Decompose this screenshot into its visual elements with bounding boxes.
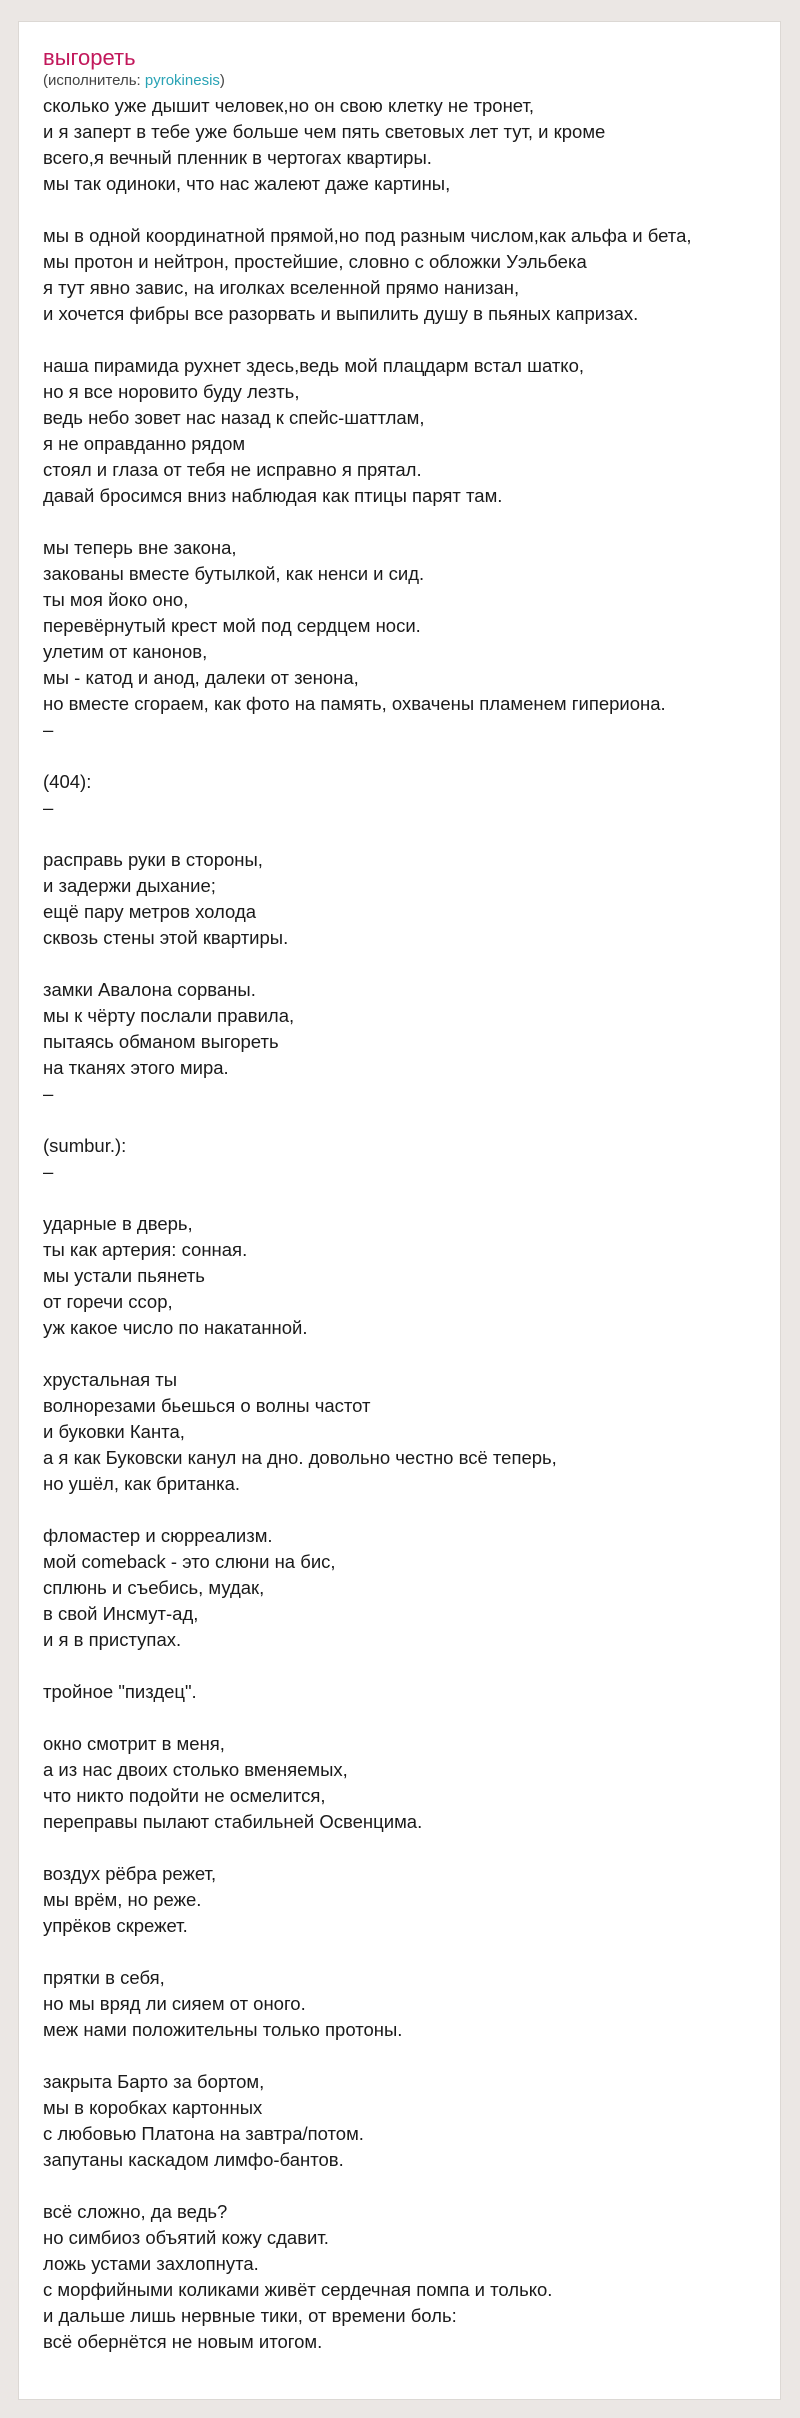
lyric-line: я тут явно завис, на иголках вселенной прямо нанизан, [43,277,520,298]
lyric-line: в свой Инсмут-ад, [43,1603,199,1624]
lyric-line: ударные в дверь, [43,1213,193,1234]
lyric-line: с морфийными коликами живёт сердечная помпа и только. [43,2279,553,2300]
lyric-line: всего,я вечный пленник в чертогах квартиры. [43,147,432,168]
lyric-line: ты как артерия: сонная. [43,1239,248,1260]
lyric-line: закрыта Барто за бортом, [43,2071,265,2092]
lyric-line: но вместе сгораем, как фото на память, охвачены пламенем гипериона. [43,693,666,714]
lyric-line: мы в коробках картонных [43,2097,263,2118]
lyric-line: – [43,1083,54,1104]
lyric-line: волнорезами бьешься о волны частот [43,1395,371,1416]
lyric-line: мой comeback - это слюни на бис, [43,1551,336,1572]
lyric-line: мы врём, но реже. [43,1889,202,1910]
lyric-line: замки Авалона сорваны. [43,979,256,1000]
lyric-line: сквозь стены этой квартиры. [43,927,289,948]
lyric-line: мы протон и нейтрон, простейшие, словно с обложки Уэльбека [43,251,587,272]
lyric-line: но я все норовито буду лезть, [43,381,300,402]
performer-line [43,72,763,90]
lyric-line: и дальше лишь нервные тики, от времени боль: [43,2305,457,2326]
blank-line [43,2043,763,2069]
lyric-line: мы - катод и анод, далеки от зенона, [43,667,359,688]
lyric-line: сколько уже дышит человек,но он свою клетку не тронет, [43,95,535,116]
lyric-line: закованы вместе бутылкой, как ненси и сид. [43,563,425,584]
blank-line [43,1653,763,1679]
lyric-line: мы к чёрту послали правила, [43,1005,295,1026]
lyric-line: расправь руки в стороны, [43,849,263,870]
blank-line [43,1185,763,1211]
lyric-line: и я в приступах. [43,1629,182,1650]
lyric-line: ещё пару метров холода [43,901,257,922]
lyric-line: всё сложно, да ведь? [43,2201,228,2222]
lyric-line: меж нами положительны только протоны. [43,2019,403,2040]
lyric-line: с любовью Платона на завтра/потом. [43,2123,364,2144]
lyric-line: ведь небо зовет нас назад к спейс-шаттлам, [43,407,425,428]
lyric-line: уж какое число по накатанной. [43,1317,308,1338]
lyric-line: – [43,797,54,818]
blank-line [43,951,763,977]
lyric-line: я не оправданно рядом [43,433,246,454]
blank-line [43,1705,763,1731]
lyric-line: мы теперь вне закона, [43,537,237,558]
blank-line [43,821,763,847]
lyric-line: но симбиоз объятий кожу сдавит. [43,2227,329,2248]
lyric-line: пытаясь обманом выгореть [43,1031,279,1052]
lyrics-page [18,21,781,2400]
lyric-line: запутаны каскадом лимфо-бантов. [43,2149,344,2170]
lyric-line: (sumbur.): [43,1135,127,1156]
blank-line [43,509,763,535]
lyric-line: улетим от канонов, [43,641,208,662]
lyric-line: на тканях этого мира. [43,1057,229,1078]
lyric-line: тройное "пиздец". [43,1681,197,1702]
lyric-line: сплюнь и съебись, мудак, [43,1577,265,1598]
blank-line [43,2173,763,2199]
lyric-line: а я как Буковски канул на дно. довольно честно всё теперь, [43,1447,557,1468]
lyric-line: мы так одиноки, что нас жалеют даже картины, [43,173,451,194]
lyric-line: но мы вряд ли сияем от оного. [43,1993,306,2014]
blank-line [43,327,763,353]
lyrics-text [43,93,763,2355]
lyric-line: наша пирамида рухнет здесь,ведь мой плацдарм встал шатко, [43,355,585,376]
lyric-line: от горечи ссор, [43,1291,173,1312]
lyric-line: ты моя йоко оно, [43,589,189,610]
lyric-line: окно смотрит в меня, [43,1733,225,1754]
lyric-line: стоял и глаза от тебя не исправно я прятал. [43,459,422,480]
lyric-line: и хочется фибры все разорвать и выпилить душу в пьяных капризах. [43,303,639,324]
lyric-line: и задержи дыхание; [43,875,216,896]
performer-close: ) [219,72,225,89]
lyric-line: мы устали пьянеть [43,1265,205,1286]
lyric-line: всё обернётся не новым итогом. [43,2331,323,2352]
lyric-line: ложь устами захлопнута. [43,2253,259,2274]
lyric-line: переправы пылают стабильней Освенцима. [43,1811,423,1832]
lyric-line: и буковки Канта, [43,1421,185,1442]
lyric-line: – [43,719,54,740]
lyric-line: а из нас двоих столько вменяемых, [43,1759,348,1780]
artist-link[interactable]: pyrokinesis [144,72,220,89]
blank-line [43,1835,763,1861]
lyric-line: прятки в себя, [43,1967,165,1988]
blank-line [43,1939,763,1965]
lyric-line: но ушёл, как британка. [43,1473,241,1494]
blank-line [43,1341,763,1367]
blank-line [43,743,763,769]
lyric-line: упрёков скрежет. [43,1915,188,1936]
lyric-line: (404): [43,771,92,792]
lyric-line: и я заперт в тебе уже больше чем пять световых лет тут, и кроме [43,121,606,142]
lyric-line: перевёрнутый крест мой под сердцем носи. [43,615,421,636]
blank-line [43,1497,763,1523]
lyric-line: фломастер и сюрреализм. [43,1525,273,1546]
lyric-line: давай бросимся вниз наблюдая как птицы парят там. [43,485,503,506]
blank-line [43,1107,763,1133]
lyric-line: мы в одной координатной прямой,но под разным числом,как альфа и бета, [43,225,692,246]
lyric-line: – [43,1161,54,1182]
lyric-line: что никто подойти не осмелится, [43,1785,326,1806]
lyrics-content [43,44,763,2355]
lyric-line: хрустальная ты [43,1369,178,1390]
performer-label: (исполнитель: [43,72,145,89]
blank-line [43,197,763,223]
lyric-line: воздух рёбра режет, [43,1863,217,1884]
song-title: выгореть [43,45,136,70]
